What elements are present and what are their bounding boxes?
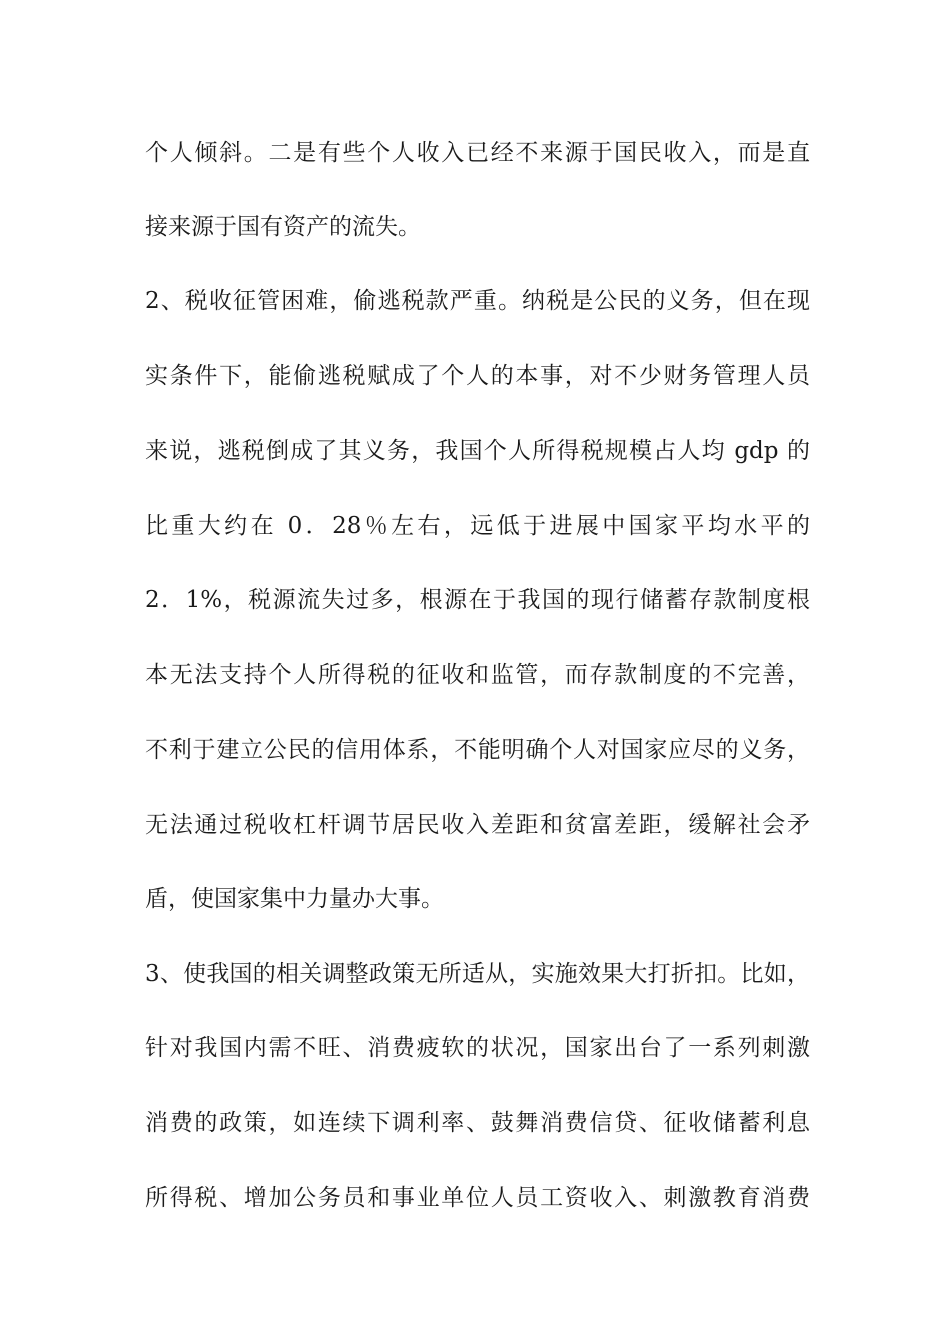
paragraph-line: 消费的政策，如连续下调利率、鼓舞消费信贷、征收储蓄利息 bbox=[145, 1110, 810, 1136]
paragraph-line: 3、使我国的相关调整政策无所适从，实施效果大打折扣。比如， bbox=[145, 961, 810, 987]
paragraph-line: 实条件下，能偷逃税赋成了个人的本事，对不少财务管理人员 bbox=[145, 363, 810, 389]
paragraph-line: 所得税、增加公务员和事业单位人员工资收入、刺激教育消费 bbox=[145, 1185, 810, 1211]
paragraph-line: 接来源于国有资产的流失。 bbox=[145, 214, 421, 240]
paragraph-line: 针对我国内需不旺、消费疲软的状况，国家出台了一系列刺激 bbox=[145, 1035, 810, 1061]
paragraph-line: 2、税收征管困难，偷逃税款严重。纳税是公民的义务，但在现 bbox=[145, 288, 810, 314]
paragraph-line: 个人倾斜。二是有些个人收入已经不来源于国民收入，而是直 bbox=[145, 140, 810, 166]
paragraph-line: 不利于建立公民的信用体系，不能明确个人对国家应尽的义务， bbox=[145, 737, 810, 763]
paragraph-line: 无法通过税收杠杆调节居民收入差距和贫富差距，缓解社会矛 bbox=[145, 812, 810, 838]
paragraph-line: 本无法支持个人所得税的征收和监管，而存款制度的不完善， bbox=[145, 662, 810, 688]
paragraph-line: 来说，逃税倒成了其义务，我国个人所得税规模占人均 gdp 的 bbox=[145, 438, 810, 464]
paragraph-line: 比重大约在 0．28％左右，远低于进展中国家平均水平的 bbox=[145, 513, 810, 539]
paragraph-line: 盾，使国家集中力量办大事。 bbox=[145, 886, 444, 912]
paragraph-line: 2．1%，税源流失过多，根源在于我国的现行储蓄存款制度根 bbox=[145, 587, 810, 613]
